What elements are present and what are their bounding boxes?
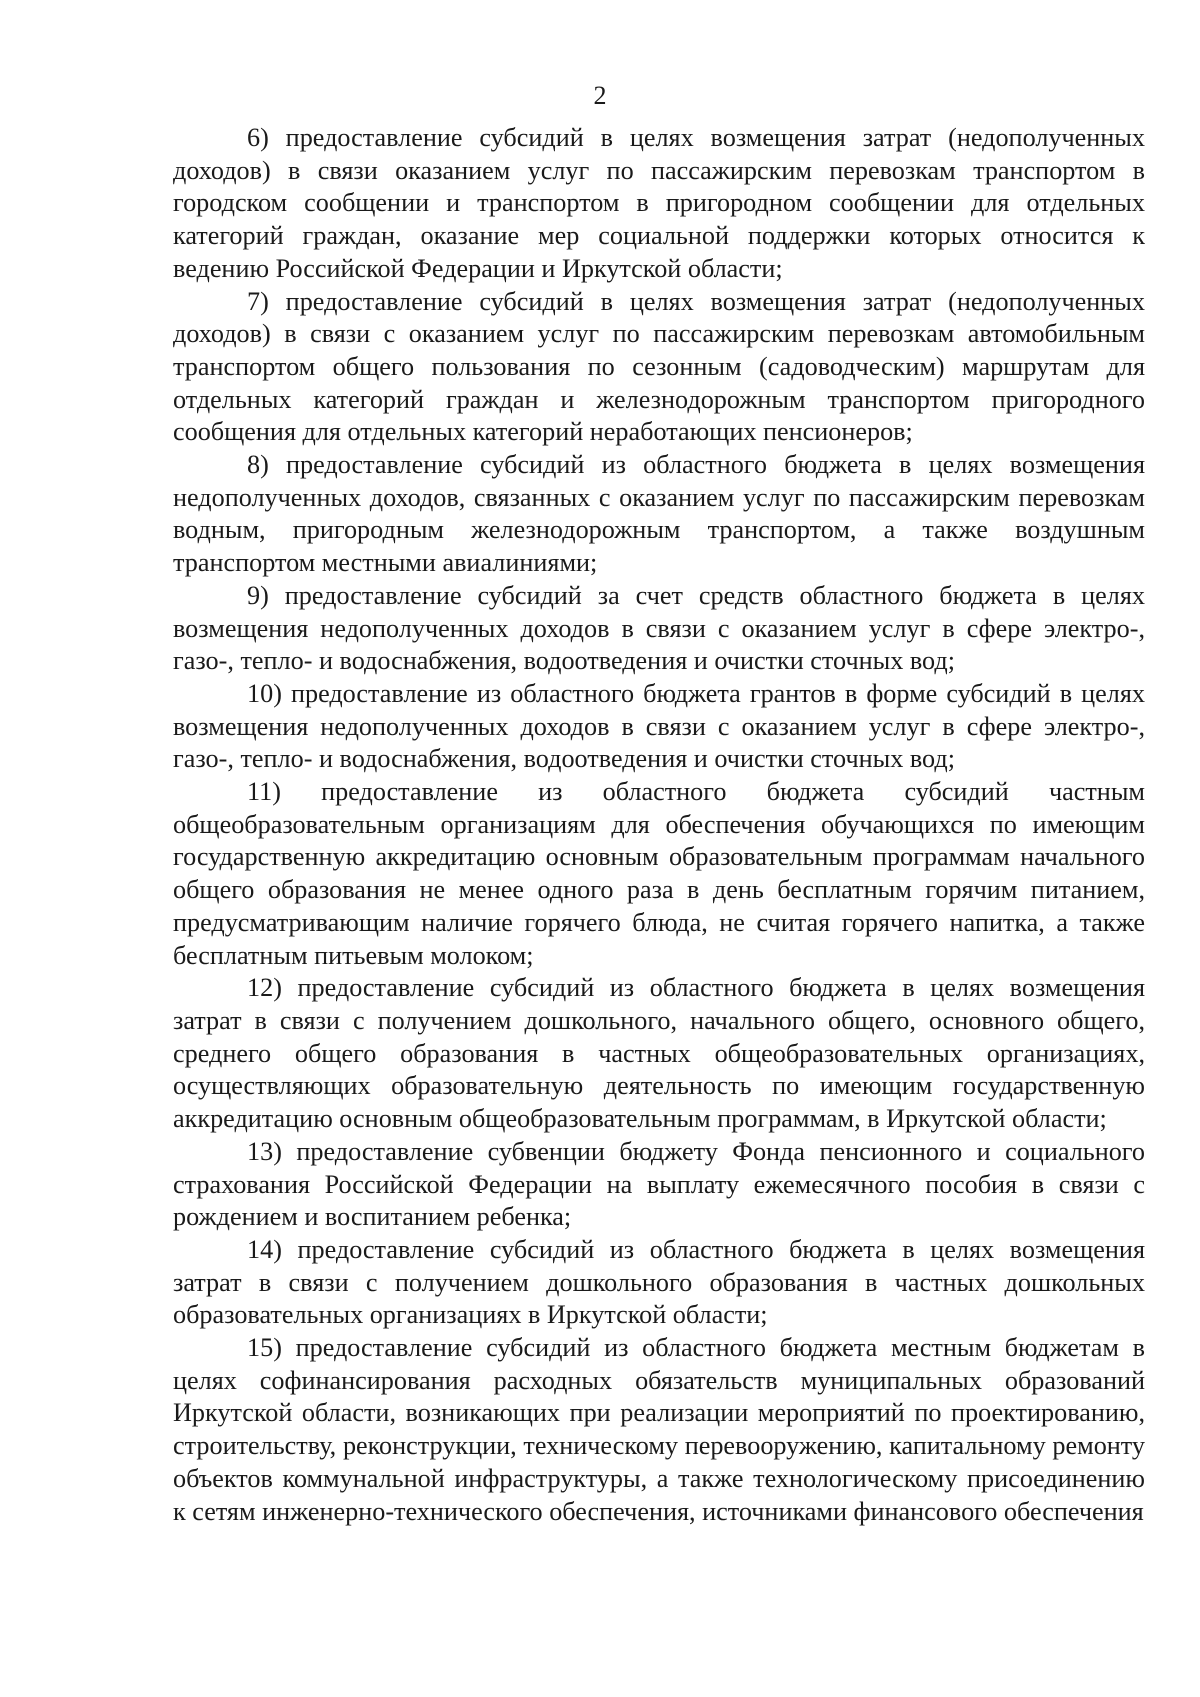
list-item: 9) предоставление субсидий за счет средств областного бюджета в целях возмещения недополученных доходов в связи с оказанием услуг в сфере электро-, газо-, тепло- и водоснабжения, водоотведения и очистки сточных вод;	[173, 580, 1145, 676]
list-item: 12) предоставление субсидий из областного бюджета в целях возмещения затрат в связи с получением дошкольного, начального общего, основного общего, среднего общего образования в частных общеобразовательных организациях, осуществляющих образовательную деятельность по имеющим государственную аккредитацию основным общеобразовательным программам, в Иркутской области;	[173, 973, 1145, 1134]
list-item: 11) предоставление из областного бюджета субсидий частным общеобразовательным организациям для обеспечения обучающихся по имеющим государственную аккредитацию основным образовательным программам начального общего образования не менее одного раза в день бесплатным горячим питанием, предусматривающим наличие горячего блюда, не считая горячего напитка, а также бесплатным питьевым молоком;	[173, 777, 1145, 970]
list-item: 15) предоставление субсидий из областного бюджета местным бюджетам в целях софинансирования расходных обязательств муниципальных образований Иркутской области, возникающих при реализации мероприятий по проектированию, строительству, реконструкции, техническому перевооружению, капитальному ремонту объектов коммунальной инфраструктуры, а также технологическому присоединению к сетям инженерно-технического обеспечения, источниками финансового обеспечения	[173, 1333, 1145, 1526]
document-body	[173, 122, 1145, 1528]
list-item: 13) предоставление субвенции бюджету Фонда пенсионного и социального страхования Российской Федерации на выплату ежемесячного пособия в связи с рождением и воспитанием ребенка;	[173, 1136, 1145, 1232]
list-item: 10) предоставление из областного бюджета грантов в форме субсидий в целях возмещения недополученных доходов в связи с оказанием услуг в сфере электро-, газо-, тепло- и водоснабжения, водоотведения и очистки сточных вод;	[173, 678, 1145, 774]
page-number: 2	[593, 81, 607, 110]
list-item: 6) предоставление субсидий в целях возмещения затрат (недополученных доходов) в связи оказанием услуг по пассажирским перевозкам транспортом в городском сообщении и транспортом в пригородном сообщении для отдельных категорий граждан, оказание мер социальной поддержки которых относится к ведению Российской Федерации и Иркутской области;	[173, 123, 1145, 283]
list-item: 8) предоставление субсидий из областного бюджета в целях возмещения недополученных доходов, связанных с оказанием услуг по пассажирским перевозкам водным, пригородным железнодорожным транспортом, а также воздушным транспортом местными авиалиниями;	[173, 450, 1145, 578]
list-item: 7) предоставление субсидий в целях возмещения затрат (недополученных доходов) в связи с оказанием услуг по пассажирским перевозкам автомобильным транспортом общего пользования по сезонным (садоводческим) маршрутам для отдельных категорий граждан и железнодорожным транспортом пригородного сообщения для отдельных категорий неработающих пенсионеров;	[173, 286, 1145, 447]
list-item: 14) предоставление субсидий из областного бюджета в целях возмещения затрат в связи с получением дошкольного образования в частных дошкольных образовательных организациях в Иркутской области;	[173, 1234, 1145, 1330]
